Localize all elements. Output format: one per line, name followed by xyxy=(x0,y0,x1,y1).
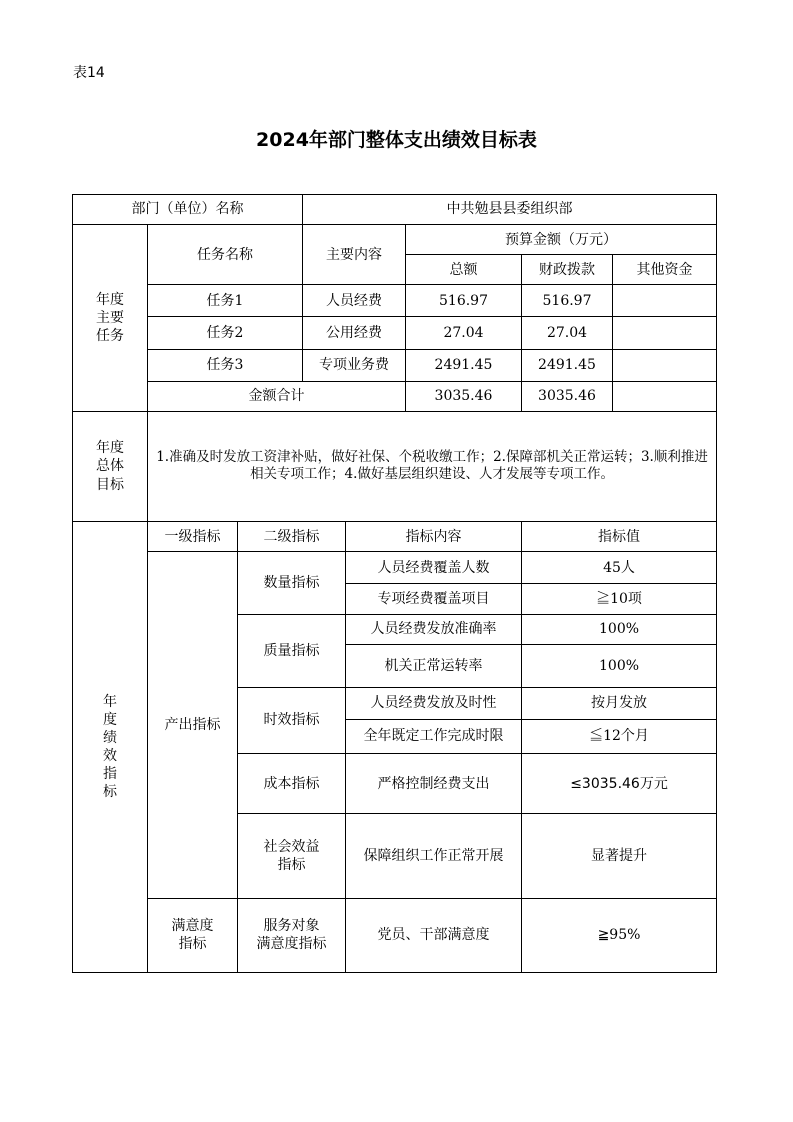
task-row xyxy=(73,285,717,317)
indicator-value: ≧95% xyxy=(522,898,717,972)
indicator-value: 按月发放 xyxy=(522,687,717,719)
indicator-value: 显著提升 xyxy=(522,814,717,898)
output-indicator-label: 产出指标 xyxy=(148,552,238,898)
task-fiscal: 516.97 xyxy=(522,285,613,317)
task-fiscal: 27.04 xyxy=(522,317,613,349)
task-content: 人员经费 xyxy=(303,285,406,317)
indicator-row xyxy=(73,898,717,972)
budget-amount-header: 预算金额（万元） xyxy=(406,225,717,255)
amount-total-label: 金额合计 xyxy=(148,381,406,411)
amount-fiscal-total: 3035.46 xyxy=(522,381,613,411)
satisfaction-indicator-label: 满意度 指标 xyxy=(148,898,238,972)
total-row xyxy=(73,381,717,411)
total-header: 总额 xyxy=(406,255,522,285)
annual-goal-section-label: 年度 总体 目标 xyxy=(73,411,148,521)
task-content: 专项业务费 xyxy=(303,349,406,381)
indicator-content: 人员经费发放准确率 xyxy=(346,614,522,644)
social-benefit-indicator-label: 社会效益 指标 xyxy=(238,814,346,898)
indicator-content: 严格控制经费支出 xyxy=(346,754,522,814)
task-other xyxy=(613,285,717,317)
indicator-value: 45人 xyxy=(522,552,717,584)
task-total: 2491.45 xyxy=(406,349,522,381)
indicator-value: ≤3035.46万元 xyxy=(522,754,717,814)
cost-indicator-label: 成本指标 xyxy=(238,754,346,814)
indicator-content: 党员、干部满意度 xyxy=(346,898,522,972)
indicator-content: 全年既定工作完成时限 xyxy=(346,719,522,753)
quantity-indicator-label: 数量指标 xyxy=(238,552,346,614)
indicator-row xyxy=(73,552,717,584)
annual-goal-text: 1.准确及时发放工资津补贴，做好社保、个税收缴工作；2.保障部机关正常运转；3.顺利推进相关专项工作；4.做好基层组织建设、人才发展等专项工作。 xyxy=(148,411,717,521)
indicator-value: 100% xyxy=(522,644,717,687)
other-funds-header: 其他资金 xyxy=(613,255,717,285)
performance-indicators-section-label: 年 度 绩 效 指 标 xyxy=(73,522,148,973)
task-name-header: 任务名称 xyxy=(148,225,303,285)
indicator-value: ≦12个月 xyxy=(522,719,717,753)
department-label: 部门（单位）名称 xyxy=(73,195,303,225)
annual-tasks-section-label: 年度 主要 任务 xyxy=(73,225,148,412)
level1-indicator-header: 一级指标 xyxy=(148,522,238,552)
department-value: 中共勉县县委组织部 xyxy=(303,195,717,225)
service-object-satisfaction-label: 服务对象 满意度指标 xyxy=(238,898,346,972)
task-row xyxy=(73,349,717,381)
indicator-value: 100% xyxy=(522,614,717,644)
indicator-value: ≧10项 xyxy=(522,584,717,614)
task-name: 任务3 xyxy=(148,349,303,381)
task-total: 516.97 xyxy=(406,285,522,317)
task-fiscal: 2491.45 xyxy=(522,349,613,381)
indicator-value-header: 指标值 xyxy=(522,522,717,552)
level2-indicator-header: 二级指标 xyxy=(238,522,346,552)
task-content: 公用经费 xyxy=(303,317,406,349)
task-row xyxy=(73,317,717,349)
task-other xyxy=(613,317,717,349)
indicator-content: 保障组织工作正常开展 xyxy=(346,814,522,898)
task-other xyxy=(613,349,717,381)
performance-goal-table xyxy=(72,194,717,973)
timeliness-indicator-label: 时效指标 xyxy=(238,687,346,753)
table-number-label: 表14 xyxy=(73,65,105,81)
indicator-content: 人员经费覆盖人数 xyxy=(346,552,522,584)
amount-total: 3035.46 xyxy=(406,381,522,411)
quality-indicator-label: 质量指标 xyxy=(238,614,346,687)
indicator-content: 专项经费覆盖项目 xyxy=(346,584,522,614)
amount-other-total xyxy=(613,381,717,411)
task-name: 任务2 xyxy=(148,317,303,349)
indicator-content: 人员经费发放及时性 xyxy=(346,687,522,719)
task-name: 任务1 xyxy=(148,285,303,317)
fiscal-allocation-header: 财政拨款 xyxy=(522,255,613,285)
indicator-content-header: 指标内容 xyxy=(346,522,522,552)
indicator-content: 机关正常运转率 xyxy=(346,644,522,687)
page-title: 2024年部门整体支出绩效目标表 xyxy=(256,129,537,151)
task-total: 27.04 xyxy=(406,317,522,349)
main-content-header: 主要内容 xyxy=(303,225,406,285)
